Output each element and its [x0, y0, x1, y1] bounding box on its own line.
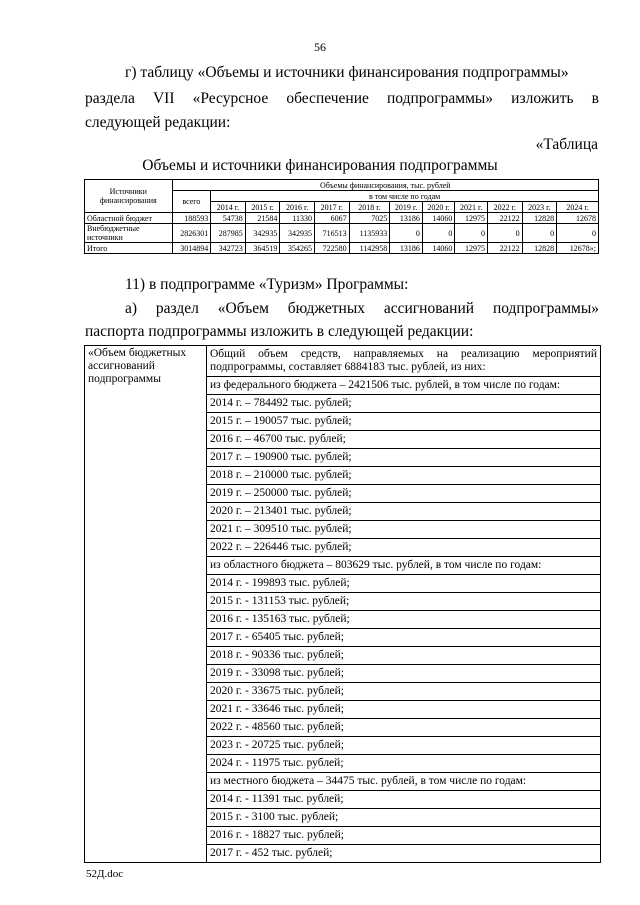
cell-value: 21584 [245, 213, 280, 224]
row-total: 3014894 [172, 243, 211, 254]
passport-line: 2020 г. - 33675 тыс. рублей; [207, 683, 600, 701]
cell-value: 12678 [557, 213, 599, 224]
passport-line: 2022 г. – 226446 тыс. рублей; [207, 539, 600, 557]
passport-line: 2015 г. - 131153 тыс. рублей; [207, 593, 600, 611]
passport-left-label: «Объем бюджетных ассигнований подпрограммы [88, 347, 187, 385]
passport-line: 2017 г. – 190900 тыс. рублей; [207, 449, 600, 467]
passport-line: 2020 г. – 213401 тыс. рублей; [207, 503, 600, 521]
cell-value: 354265 [280, 243, 315, 254]
cell-value: 342935 [245, 224, 280, 243]
passport-line: Общий объем средств, направляемых на реализацию мероприятий подпрограммы, составляет 6884183 тыс. рублей, из них: [207, 346, 600, 377]
cell-value: 0 [522, 224, 557, 243]
year-header: 2023 г. [522, 202, 557, 213]
item-a-line-2: паспорта подпрограммы изложить в следующей редакции: [85, 323, 474, 340]
passport-line: 2019 г. - 33098 тыс. рублей; [207, 665, 600, 683]
table-title: Объемы и источники финансирования подпрограммы [142, 157, 498, 174]
passport-line: 2021 г. - 33646 тыс. рублей; [207, 701, 600, 719]
intro-line-1: г) таблицу «Объемы и источники финансирования подпрограммы» [125, 64, 569, 81]
cell-value: 12975 [455, 243, 488, 254]
passport-line: 2021 г. – 309510 тыс. рублей; [207, 521, 600, 539]
cell-value: 0 [455, 224, 488, 243]
year-header: 2016 г. [280, 202, 315, 213]
cell-value: 1135933 [349, 224, 390, 243]
page-number: 56 [314, 40, 326, 54]
cell-value: 14060 [422, 243, 455, 254]
year-header: 2024 г. [557, 202, 599, 213]
passport-line: 2016 г. – 46700 тыс. рублей; [207, 431, 600, 449]
passport-line: 2016 г. - 135163 тыс. рублей; [207, 611, 600, 629]
cell-value: 22122 [487, 243, 522, 254]
header-volumes: Объемы финансирования, тыс. рублей [172, 180, 598, 191]
year-header: 2017 г. [314, 202, 349, 213]
intro-line-2: раздела VII «Ресурсное обеспечение подпрограммы» изложить в [85, 90, 599, 107]
row-total: 188593 [172, 213, 211, 224]
cell-value: 13186 [390, 243, 423, 254]
passport-table [84, 345, 601, 863]
passport-line: 2017 г. - 65405 тыс. рублей; [207, 629, 600, 647]
cell-value: 0 [557, 224, 599, 243]
cell-value: 12975 [455, 213, 488, 224]
passport-line: 2015 г. - 3100 тыс. рублей; [207, 809, 600, 827]
passport-line: 2019 г. – 250000 тыс. рублей; [207, 485, 600, 503]
cell-value: 287985 [211, 224, 246, 243]
row-total: 2826301 [172, 224, 211, 243]
passport-line: 2024 г. - 11975 тыс. рублей; [207, 755, 600, 773]
year-header: 2020 г. [422, 202, 455, 213]
header-total: всего [172, 191, 211, 213]
cell-value: 14060 [422, 213, 455, 224]
row-name: Внебюджетные источники [85, 224, 173, 243]
cell-value: 716513 [314, 224, 349, 243]
passport-line: 2014 г. - 199893 тыс. рублей; [207, 575, 600, 593]
table-row [85, 213, 599, 224]
header-by-years: в том числе по годам [211, 191, 599, 202]
table-label: «Таблица [535, 136, 598, 153]
year-header: 2014 г. [211, 202, 246, 213]
passport-line: 2023 г. - 20725 тыс. рублей; [207, 737, 600, 755]
cell-value: 722580 [314, 243, 349, 254]
cell-value: 12828 [522, 243, 557, 254]
header-source: Источники финансирования [85, 180, 173, 213]
table-row [85, 243, 599, 254]
footer-filename: 52Д.doc [86, 868, 124, 880]
passport-line: 2014 г. - 11391 тыс. рублей; [207, 791, 600, 809]
passport-line: 2014 г. – 784492 тыс. рублей; [207, 395, 600, 413]
intro-line-3: следующей редакции: [85, 114, 231, 131]
row-name: Итого [85, 243, 173, 254]
passport-line: 2015 г. – 190057 тыс. рублей; [207, 413, 600, 431]
passport-line: из областного бюджета – 803629 тыс. рублей, в том числе по годам: [207, 557, 600, 575]
row-name: Областной бюджет [85, 213, 173, 224]
passport-right-cell [207, 346, 601, 863]
financing-table [84, 179, 599, 254]
cell-value: 54738 [211, 213, 246, 224]
table-row [85, 224, 599, 243]
item-a-line-1: а) раздел «Объем бюджетных ассигнований подпрограммы» [125, 300, 599, 317]
cell-value: 7025 [349, 213, 390, 224]
passport-line: из федерального бюджета – 2421506 тыс. рублей, в том числе по годам: [207, 377, 600, 395]
passport-line: 2018 г. - 90336 тыс. рублей; [207, 647, 600, 665]
passport-line: из местного бюджета – 34475 тыс. рублей, в том числе по годам: [207, 773, 600, 791]
cell-value: 12828 [522, 213, 557, 224]
cell-value: 22122 [487, 213, 522, 224]
passport-line: 2016 г. - 18827 тыс. рублей; [207, 827, 600, 845]
year-header: 2022 г. [487, 202, 522, 213]
cell-value: 0 [422, 224, 455, 243]
cell-value: 342935 [280, 224, 315, 243]
cell-value: 0 [487, 224, 522, 243]
cell-value: 13186 [390, 213, 423, 224]
passport-line: 2022 г. - 48560 тыс. рублей; [207, 719, 600, 737]
cell-value: 11330 [280, 213, 315, 224]
cell-value: 0 [390, 224, 423, 243]
passport-line: 2017 г. - 452 тыс. рублей; [210, 847, 333, 859]
cell-value: 12678»; [557, 243, 599, 254]
passport-line: 2018 г. – 210000 тыс. рублей; [207, 467, 600, 485]
cell-value: 6067 [314, 213, 349, 224]
cell-value: 364519 [245, 243, 280, 254]
year-header: 2019 г. [390, 202, 423, 213]
cell-value: 1142958 [349, 243, 390, 254]
year-header: 2015 г. [245, 202, 280, 213]
item-11: 11) в подпрограмме «Туризм» Программы: [125, 276, 409, 293]
year-header: 2018 г. [349, 202, 390, 213]
year-header: 2021 г. [455, 202, 488, 213]
cell-value: 342723 [211, 243, 246, 254]
